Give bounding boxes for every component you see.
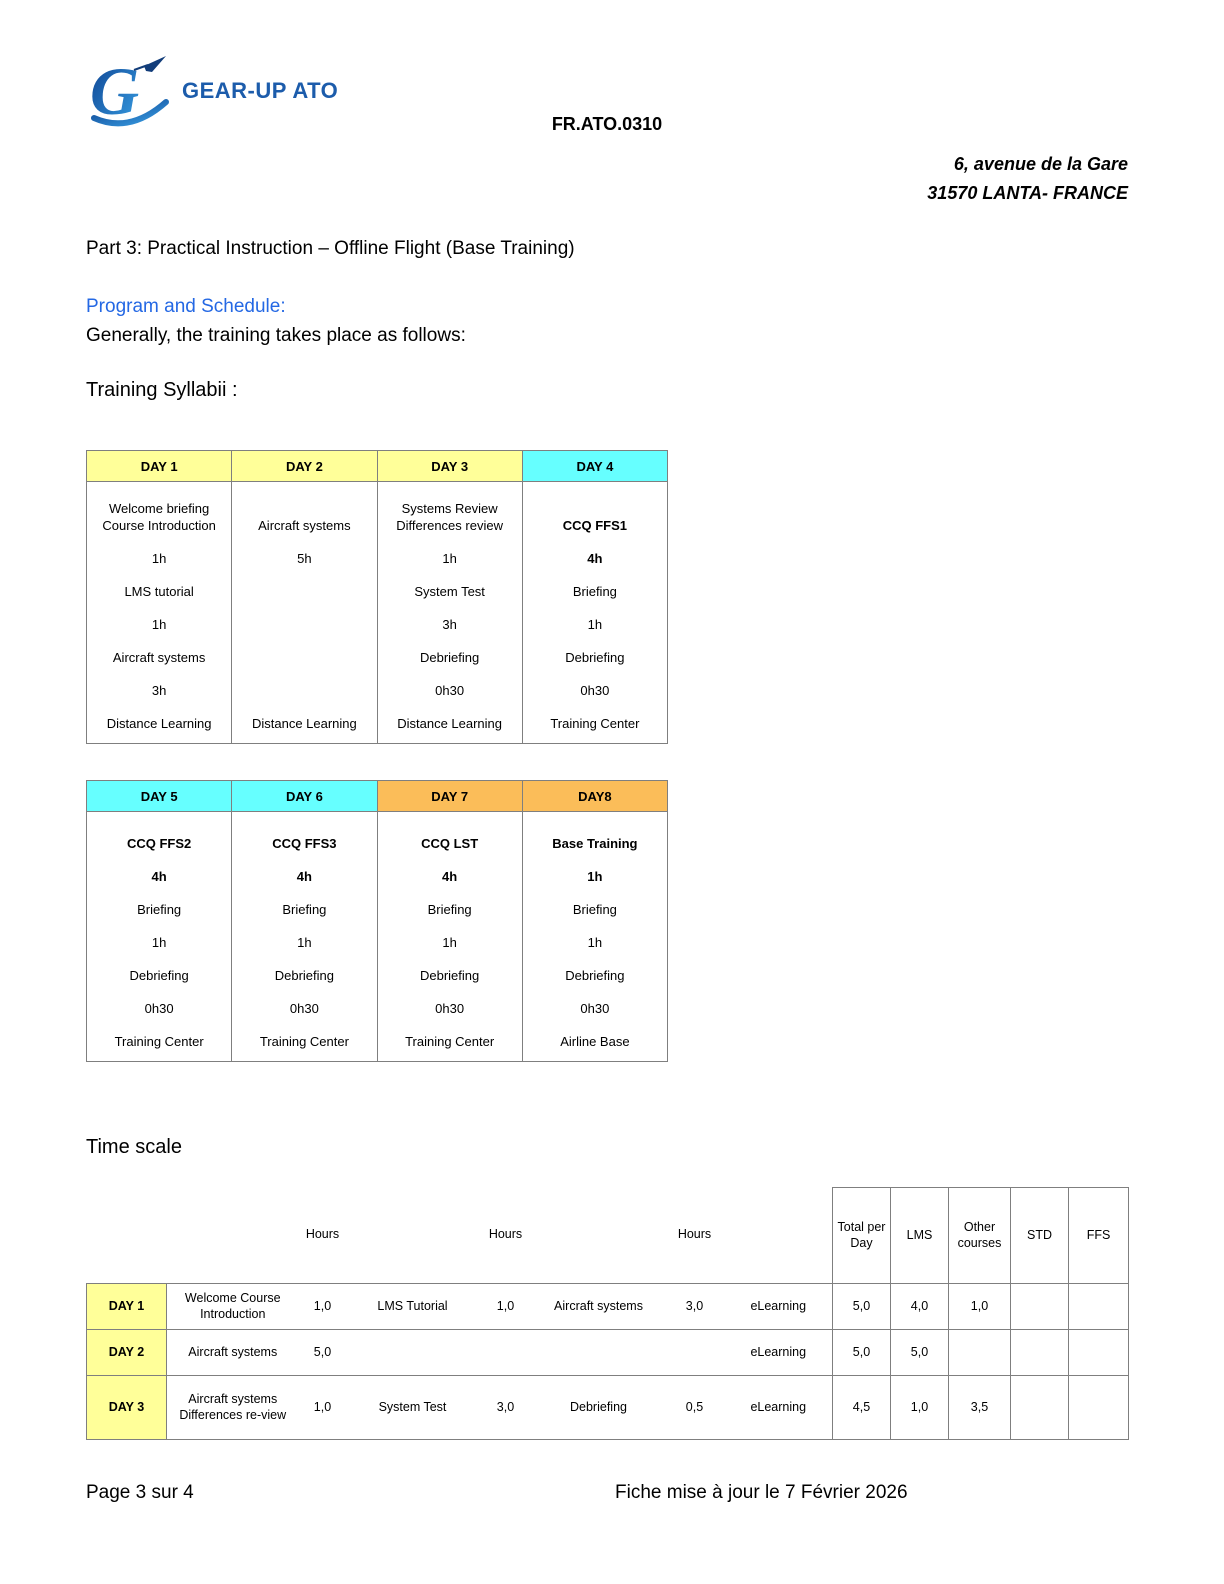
activity-1: Welcome Course Introduction <box>167 1284 299 1330</box>
day-label: DAY 3 <box>87 1376 167 1440</box>
syllabus-entry: 1h <box>442 551 457 567</box>
syllabus-entry: Briefing <box>572 902 617 918</box>
syllabus-entry: 1h <box>297 935 312 951</box>
day-1-column <box>87 482 232 744</box>
syllabus-entry: Distance Learning <box>106 716 212 732</box>
syllabus-header-row <box>87 451 668 482</box>
day-label: DAY 2 <box>87 1330 167 1376</box>
syllabus-entry: Briefing <box>572 584 617 600</box>
ffs-header: FFS <box>1069 1188 1129 1284</box>
day-5-column <box>87 812 232 1062</box>
activity-2 <box>347 1330 479 1376</box>
activity-1: Aircraft systems <box>167 1330 299 1376</box>
syllabus-entry: Debriefing <box>565 650 625 666</box>
syllabus-entry: System Test <box>414 584 485 600</box>
syllabus-entry: Briefing <box>427 902 472 918</box>
syllabus-entry: Distance Learning <box>251 716 357 732</box>
syllabus-body-row <box>87 482 668 744</box>
syllabus-table-days-5-8 <box>86 780 668 1062</box>
lms-value: 5,0 <box>891 1330 949 1376</box>
empty-header-cell <box>725 1188 833 1284</box>
syllabus-entry: LMS tutorial <box>124 584 194 600</box>
time-scale-table <box>86 1187 1129 1440</box>
ffs-value <box>1069 1284 1129 1330</box>
syllabus-entry: 1h <box>587 869 603 885</box>
hours-1-header <box>299 1188 347 1284</box>
syllabus-entry: Aircraft systems <box>258 518 351 534</box>
hours-2-header: Hours <box>488 1227 523 1242</box>
program-intro-text: Generally, the training takes place as follows: <box>86 325 466 346</box>
empty-header-cell <box>167 1188 299 1284</box>
empty-header-cell <box>87 1188 167 1284</box>
syllabus-entry: CCQ FFS3 <box>272 836 337 852</box>
syllabus-table-days-1-4 <box>86 450 668 744</box>
day-6-column <box>232 812 377 1062</box>
syllabus-entry: Debriefing <box>419 650 480 666</box>
std-value <box>1011 1376 1069 1440</box>
syllabus-entry: CCQ FFS1 <box>562 518 628 534</box>
hours-3: 3,0 <box>665 1284 725 1330</box>
syllabus-entry: 4h <box>587 551 603 567</box>
syllabus-entry: 5h <box>297 551 312 567</box>
day-3-header: DAY 3 <box>377 451 522 482</box>
learning-mode: eLearning <box>725 1284 833 1330</box>
other-courses-value: 3,5 <box>949 1376 1011 1440</box>
syllabus-entry: CCQ FFS2 <box>126 836 192 852</box>
std-value <box>1011 1284 1069 1330</box>
syllabus-entry: Training Center <box>405 1034 495 1050</box>
learning-mode: eLearning <box>725 1330 833 1376</box>
page-footer <box>86 1482 1128 1512</box>
syllabus-entry: 3h <box>442 617 457 633</box>
activity-3: Aircraft systems <box>533 1284 665 1330</box>
syllabus-entry: Debriefing <box>274 968 334 984</box>
day-8-column <box>522 812 667 1062</box>
syllabus-entry: Distance Learning <box>397 716 503 732</box>
activity-3: Debriefing <box>533 1376 665 1440</box>
syllabus-entry: 4h <box>151 869 167 885</box>
syllabus-entry: 4h <box>296 869 312 885</box>
day-8-header: DAY8 <box>522 781 667 812</box>
day-5-header: DAY 5 <box>87 781 232 812</box>
syllabus-header-row <box>87 781 668 812</box>
syllabus-entry: CCQ LST <box>421 836 479 852</box>
syllabus-entry: 0h30 <box>580 1001 610 1017</box>
syllabus-entry: Briefing <box>282 902 327 918</box>
syllabus-body-row <box>87 812 668 1062</box>
page-number: Page 3 sur 4 <box>86 1482 194 1503</box>
time-scale-row-day-2 <box>87 1330 1129 1376</box>
day-2-header: DAY 2 <box>232 451 377 482</box>
other-courses-value: 1,0 <box>949 1284 1011 1330</box>
program-schedule-heading: Program and Schedule: <box>86 296 286 317</box>
day-7-column <box>377 812 522 1062</box>
syllabus-entry: Debriefing <box>565 968 625 984</box>
address-line-1: 6, avenue de la Gare <box>953 154 1128 174</box>
syllabus-entry: 1h <box>587 617 603 633</box>
empty-header-cell <box>533 1188 665 1284</box>
syllabus-entry <box>235 568 373 601</box>
day-3-column <box>377 482 522 744</box>
std-value <box>1011 1330 1069 1376</box>
syllabus-entry: 0h30 <box>435 1001 465 1017</box>
document-reference: FR.ATO.0310 <box>551 114 663 134</box>
total-per-day-value: 5,0 <box>833 1330 891 1376</box>
syllabus-entry <box>235 667 373 700</box>
day-label: DAY 1 <box>87 1284 167 1330</box>
time-scale-header-row <box>87 1188 1129 1284</box>
syllabus-entry <box>235 634 373 667</box>
time-scale-row-day-3 <box>87 1376 1129 1440</box>
other-courses-header: Other courses <box>949 1188 1011 1284</box>
syllabus-entry: 0h30 <box>289 1001 319 1017</box>
time-scale-heading: Time scale <box>86 1136 182 1158</box>
hours-3-header: Hours <box>677 1227 712 1242</box>
syllabus-entry: Briefing <box>137 902 182 918</box>
syllabus-entry: 1h <box>587 935 603 951</box>
syllabus-entry: 0h30 <box>580 683 610 699</box>
hours-2: 3,0 <box>479 1376 533 1440</box>
syllabus-entry: Systems Review Differences review <box>396 501 503 534</box>
training-syllabi-heading: Training Syllabii : <box>86 379 238 401</box>
day-4-column <box>522 482 667 744</box>
learning-mode: eLearning <box>725 1376 833 1440</box>
hours-3: 0,5 <box>665 1376 725 1440</box>
address-line-2: 31570 LANTA- FRANCE <box>927 182 1128 203</box>
total-per-day-value: 4,5 <box>833 1376 891 1440</box>
hours-3 <box>665 1330 725 1376</box>
day-6-header: DAY 6 <box>232 781 377 812</box>
address-block <box>927 150 1128 208</box>
hours-1: 5,0 <box>299 1330 347 1376</box>
lms-header: LMS <box>891 1188 949 1284</box>
syllabus-entry: 3h <box>151 683 167 699</box>
document-header <box>86 0 1128 210</box>
day-7-header: DAY 7 <box>377 781 522 812</box>
syllabus-entry: 4h <box>442 869 458 885</box>
hours-2: 1,0 <box>479 1284 533 1330</box>
syllabus-entry: 1h <box>442 935 457 951</box>
lms-value: 4,0 <box>891 1284 949 1330</box>
syllabus-entry: Airline Base <box>560 1034 630 1050</box>
empty-header-cell <box>347 1188 479 1284</box>
hours-1-header-label: Hours <box>305 1227 340 1242</box>
ffs-value <box>1069 1376 1129 1440</box>
ffs-value <box>1069 1330 1129 1376</box>
std-header: STD <box>1011 1188 1069 1284</box>
syllabus-entry: 0h30 <box>435 683 465 699</box>
syllabus-entry: Base Training <box>552 836 638 852</box>
lms-value: 1,0 <box>891 1376 949 1440</box>
syllabus-entry: Training Center <box>259 1034 349 1050</box>
activity-3 <box>533 1330 665 1376</box>
part-title: Part 3: Practical Instruction – Offline Flight (Base Training) <box>86 238 575 259</box>
hours-1: 1,0 <box>299 1376 347 1440</box>
syllabus-entry: Training Center <box>114 1034 204 1050</box>
syllabus-entry: 1h <box>151 935 167 951</box>
activity-2: LMS Tutorial <box>347 1284 479 1330</box>
activity-2: System Test <box>347 1376 479 1440</box>
time-scale-row-day-1 <box>87 1284 1129 1330</box>
syllabus-entry: Welcome briefing Course Introduction <box>102 501 216 534</box>
total-per-day-value: 5,0 <box>833 1284 891 1330</box>
day-4-header: DAY 4 <box>522 451 667 482</box>
syllabus-entry: 1h <box>151 617 167 633</box>
last-updated-note: Fiche mise à jour le 7 Février 2026 <box>615 1482 908 1503</box>
hours-2 <box>479 1330 533 1376</box>
day-2-column <box>232 482 377 744</box>
syllabus-entry: Training Center <box>550 716 640 732</box>
hours-1: 1,0 <box>299 1284 347 1330</box>
syllabus-entry: Debriefing <box>129 968 189 984</box>
logo-text: GEAR-UP ATO <box>182 78 339 103</box>
other-courses-value <box>949 1330 1011 1376</box>
day-1-header: DAY 1 <box>87 451 232 482</box>
svg-text:G: G <box>90 53 140 129</box>
syllabus-entry: 0h30 <box>144 1001 174 1017</box>
activity-1: Aircraft systems Differences re-view <box>167 1376 299 1440</box>
syllabus-entry <box>235 601 373 634</box>
syllabus-entry: 1h <box>151 551 167 567</box>
syllabus-entry: Debriefing <box>419 968 480 984</box>
syllabus-entry: Aircraft systems <box>112 650 206 666</box>
total-per-day-header: Total per Day <box>833 1188 891 1284</box>
